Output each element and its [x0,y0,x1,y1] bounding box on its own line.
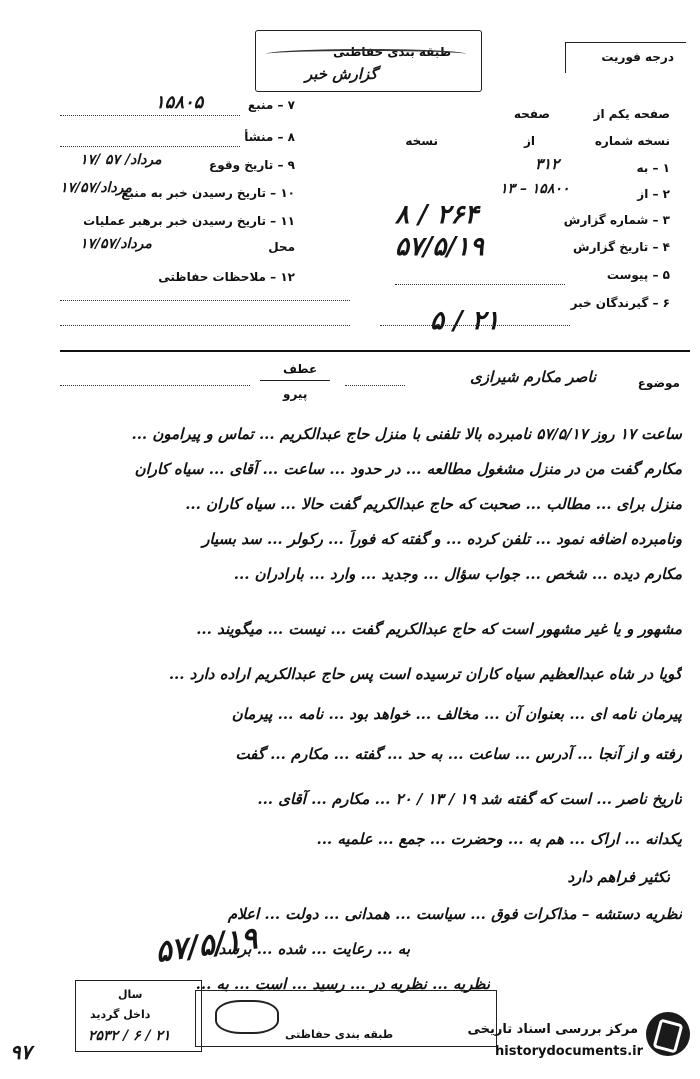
field-security-notes-label: ۱۲ – ملاحظات حفاظتی [158,270,295,284]
copy-row-suffix: نسخه [405,134,438,148]
field-report-date-label: ۴ – تاریخ گزارش [573,240,670,254]
body-line-10: تاریخ ناصر ... است که گفته شد ۱۹ / ۱۳ / ۲۰ ... مکارم ... آقای ... [257,790,682,808]
field-report-number-label: ۳ – شماره گزارش [563,213,670,227]
field-source-line [60,115,240,116]
body-line-1: ساعت ۱۷ روز ۵۷/۵/۱۷ نامبرده بالا تلفنی با منزل حاج عبدالکریم ... تماس و پیرامون ... [131,425,682,443]
body-line-8: پیرمان نامه ای ... بعنوان آن ... مخالف ... خواهد بود ... نامه ... پیرمان [231,705,682,723]
field-ops-date-label: ۱۱ – تاریخ رسیدن خبر برهبر عملیات [83,214,295,228]
classification-label: طبقه بندی حفاظتی [333,45,451,59]
field-from-label: ۲ – از [637,187,670,201]
body-line-4: ونامبرده اضافه نمود ... تلفن کرده ... و گفته که فوراً ... رکولر ... سد بسیار [202,530,682,548]
archive-logo-icon [646,1012,690,1056]
body-line-6: مشهور و یا غیر مشهور است که حاج عبدالکریم گفت ... نیست ... میگویند ... [196,620,682,638]
subject-label: موضوع [637,376,680,390]
field-origin-label: ۸ – منشأ [244,130,295,144]
field-to-value: ۳۱۲ [535,155,560,173]
field-to-label: ۱ – به [636,161,670,175]
field-location-label: محل [268,240,295,254]
field-report-number-value: ۸ / ۲۶۴ [395,200,479,230]
field-event-date-value: ۱۷/ مرداد/ ۵۷ [80,152,162,168]
field-source-label: ۷ – منبع [247,98,295,112]
reference-atf-label: عطف [283,362,318,376]
body-line-13: نظریه دستشه – مذاکرات فوق ... سیاست ... همدانی ... دولت ... اعلام [227,905,682,923]
margin-page-number: ۹۷ [10,1040,32,1064]
field-source-date-value: ۱۷/مرداد/۵۷ [60,180,132,196]
reference-peyro-label: پیرو [283,387,308,401]
body-line-12: تکثیر فراهم دارد [567,868,670,886]
footer-stamp-year: سال [118,988,143,1001]
signature: ۵۷/۵/۱۹ [153,921,260,970]
body-line-3: منزل برای ... مطالب ... صحبت که حاج عبدالکریم گفت حالا ... سیاه کاران ... [185,495,682,513]
field-recipients-value: ۵ / ۲۱ [430,306,500,336]
reference-line-left [60,385,250,386]
body-line-14: به ... رعایت ... شده ... برسد [218,940,410,958]
body-line-7: گویا در شاه عبدالعظیم سیاه کاران ترسیده است پس حاج عبدالکریم اراده دارد ... [168,665,682,683]
archive-name: مرکز بررسی اسناد تاریخی [467,1022,638,1037]
reference-line-right [345,385,405,386]
footer-stamp-number: ۲۵۳۲ / ۶ / ۲۱ [88,1028,171,1044]
page-row-label: صفحه یکم از [593,107,670,121]
copy-row-label: نسخه شماره [594,134,670,148]
body-line-11: یکدانه ... اراک ... هم به ... وحضرت ... جمع ... علمیه ... [316,830,682,848]
reference-rule [260,380,330,381]
field-location-value: ۱۷/مرداد/۵۷ [80,236,152,252]
archive-url: historydocuments.ir [495,1044,644,1059]
field-from-value: ۱۳ – ۱۵۸۰۰ [500,181,570,197]
attachment-line [395,284,565,285]
notes-line-2 [60,325,350,326]
field-recipients-label: ۶ – گیرندگان خبر [570,296,670,310]
body-line-2: مکارم گفت من در منزل مشغول مطالعه ... در حدود ... ساعت ... آقای ... سیاه کاران [134,460,682,478]
body-line-9: رفته و از آنجا ... آدرس ... ساعت ... به حد ... گفته ... مکارم ... گفت [235,745,682,763]
field-report-date-value: ۵۷/۵/۱۹ [395,232,484,262]
recipients-line [380,325,570,326]
body-line-15: نظریه ... نظریه در ... رسید ... است ... به ... [195,975,490,993]
notes-line-1 [60,300,350,301]
field-attachment-label: ۵ – پیوست [606,268,670,282]
page-row-suffix: صفحه [513,107,550,121]
field-origin-line [60,146,240,147]
field-source-value: ۱۵۸۰۵ [155,92,204,113]
header-divider [60,350,690,352]
field-source-date-label: ۱۰ – تاریخ رسیدن خبر به منبع [121,186,295,200]
subject-value: ناصر مکارم شیرازی [470,368,597,386]
priority-label: درجه فوریت [601,50,674,64]
footer-stamp-filed: داخل گردید [90,1008,151,1021]
footer-seal-scribble [215,1000,279,1034]
field-event-date-label: ۹ – تاریخ وقوع [209,158,295,172]
footer-classification-label: طبقه بندی حفاظتی [285,1028,394,1041]
body-line-5: مکارم دیده ... شخص ... جواب سؤال ... وجدید ... وارد ... بارادران ... [233,565,682,583]
report-title: گزارش خبر [305,65,378,83]
copy-row-of: از [523,134,535,148]
stamp-scribble [266,49,466,59]
